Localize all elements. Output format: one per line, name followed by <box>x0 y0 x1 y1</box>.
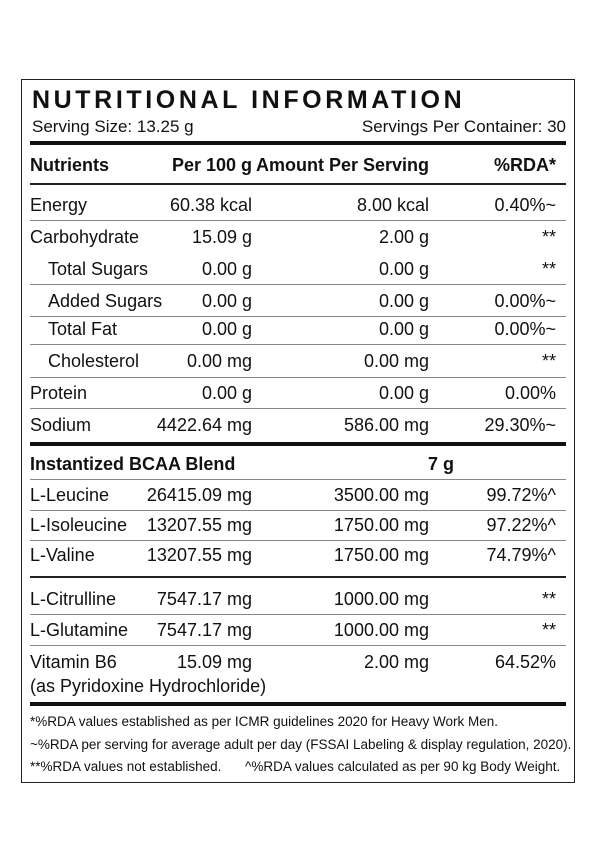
divider <box>30 284 566 285</box>
serving-size: Serving Size: 13.25 g <box>32 117 194 136</box>
per100-value: 0.00 g <box>201 383 252 403</box>
nutrient-name: L-Citrulline <box>30 589 117 609</box>
divider-thick <box>30 141 566 145</box>
footnote-3a: **%RDA values not established. <box>30 759 222 774</box>
serving-value: 1000.00 mg <box>333 589 429 609</box>
nutrient-name: L-Glutamine <box>30 620 129 640</box>
serving-value: 0.00 g <box>378 259 429 279</box>
serving-value: 0.00 g <box>378 319 429 339</box>
per100-value: 26415.09 mg <box>146 485 252 505</box>
table-row <box>22 378 574 408</box>
rda-value: 64.52% <box>494 652 556 672</box>
serving-value: 586.00 mg <box>343 415 429 435</box>
serving-value: 0.00 mg <box>363 351 429 371</box>
blend-name: Instantized BCAA Blend <box>30 454 236 474</box>
per100-value: 13207.55 mg <box>146 515 252 535</box>
table-row <box>22 647 574 695</box>
divider-thick <box>30 442 566 446</box>
per100-value: 15.09 mg <box>176 652 252 672</box>
nutrient-name: Added Sugars <box>48 291 163 311</box>
rda-value: 29.30%~ <box>484 415 556 435</box>
table-header <box>22 150 574 180</box>
rda-value: 74.79%^ <box>486 545 556 565</box>
rda-value: 0.00%~ <box>494 291 556 311</box>
per100-value: 7547.17 mg <box>156 620 252 640</box>
per100-value: 0.00 g <box>201 259 252 279</box>
serving-info <box>32 116 566 138</box>
rda-value: ** <box>541 351 556 371</box>
per100-value: 15.09 g <box>191 227 252 247</box>
divider <box>30 408 566 409</box>
table-row <box>22 410 574 440</box>
serving-value: 1750.00 mg <box>333 545 429 565</box>
rda-value: 0.40%~ <box>494 195 556 215</box>
nutrient-name: Total Fat <box>48 319 118 339</box>
nutrient-name: Energy <box>30 195 88 215</box>
table-row <box>22 480 574 510</box>
serving-value: 0.00 g <box>378 291 429 311</box>
divider <box>30 344 566 345</box>
footnote-1: *%RDA values established as per ICMR guidelines 2020 for Heavy Work Men. <box>30 714 498 729</box>
serving-value: 2.00 mg <box>363 652 429 672</box>
table-row <box>22 286 574 316</box>
per100-value: 0.00 g <box>201 319 252 339</box>
nutrient-name: Cholesterol <box>48 351 140 371</box>
table-row <box>22 314 574 344</box>
nutrient-name: Vitamin B6 <box>30 652 117 672</box>
table-row <box>22 346 574 376</box>
table-row <box>22 584 574 614</box>
divider <box>30 220 566 221</box>
per100-value: 13207.55 mg <box>146 545 252 565</box>
footnote-3b: ^%RDA values calculated as per 90 kg Body Weight. <box>245 759 561 774</box>
serving-value: 1000.00 mg <box>333 620 429 640</box>
per100-value: 7547.17 mg <box>156 589 252 609</box>
nutrient-name: L-Leucine <box>30 485 110 505</box>
rda-value: ** <box>541 259 556 279</box>
header-per100: Per 100 g <box>171 155 252 175</box>
header-rda: %RDA* <box>493 155 556 175</box>
table-row <box>22 190 574 220</box>
panel-title: NUTRITIONAL INFORMATION <box>32 86 466 114</box>
rda-value: 0.00%~ <box>494 319 556 339</box>
nutrient-name: Total Sugars <box>48 259 149 279</box>
nutrient-subname: (as Pyridoxine Hydrochloride) <box>30 676 267 696</box>
rda-value: 97.22%^ <box>486 515 556 535</box>
rda-value: ** <box>541 620 556 640</box>
serving-value: 3500.00 mg <box>333 485 429 505</box>
footnote-3 <box>30 757 570 776</box>
servings-per-container: Servings Per Container: 30 <box>361 117 566 136</box>
per100-value: 0.00 g <box>201 291 252 311</box>
per100-value: 4422.64 mg <box>156 415 252 435</box>
per100-value: 60.38 kcal <box>169 195 252 215</box>
serving-value: 0.00 g <box>378 383 429 403</box>
blend-serving: 7 g <box>427 454 454 474</box>
nutrient-name: Protein <box>30 383 88 403</box>
serving-value: 1750.00 mg <box>333 515 429 535</box>
rda-value: 99.72%^ <box>486 485 556 505</box>
rda-value: 0.00% <box>504 383 556 403</box>
divider <box>30 645 566 646</box>
divider <box>30 576 566 578</box>
blend-header <box>22 449 574 479</box>
nutrient-name: Sodium <box>30 415 92 435</box>
nutrient-name: L-Valine <box>30 545 95 565</box>
divider-thick <box>30 702 566 706</box>
table-row <box>22 222 574 252</box>
serving-value: 2.00 g <box>378 227 429 247</box>
table-row <box>22 615 574 645</box>
rda-value: ** <box>541 589 556 609</box>
table-row <box>22 254 574 284</box>
footnote-2: ~%RDA per serving for average adult per day (FSSAI Labeling & display regulation, 2020). <box>30 737 572 752</box>
serving-value: 8.00 kcal <box>356 195 429 215</box>
header-per-serving: Amount Per Serving <box>255 155 429 175</box>
nutrient-name: L-Isoleucine <box>30 515 128 535</box>
nutrient-name: Carbohydrate <box>30 227 140 247</box>
header-nutrients: Nutrients <box>30 155 110 175</box>
per100-value: 0.00 mg <box>186 351 252 371</box>
rda-value: ** <box>541 227 556 247</box>
divider <box>30 183 566 185</box>
table-row <box>22 510 574 540</box>
nutrition-panel <box>21 79 575 783</box>
table-row <box>22 540 574 570</box>
